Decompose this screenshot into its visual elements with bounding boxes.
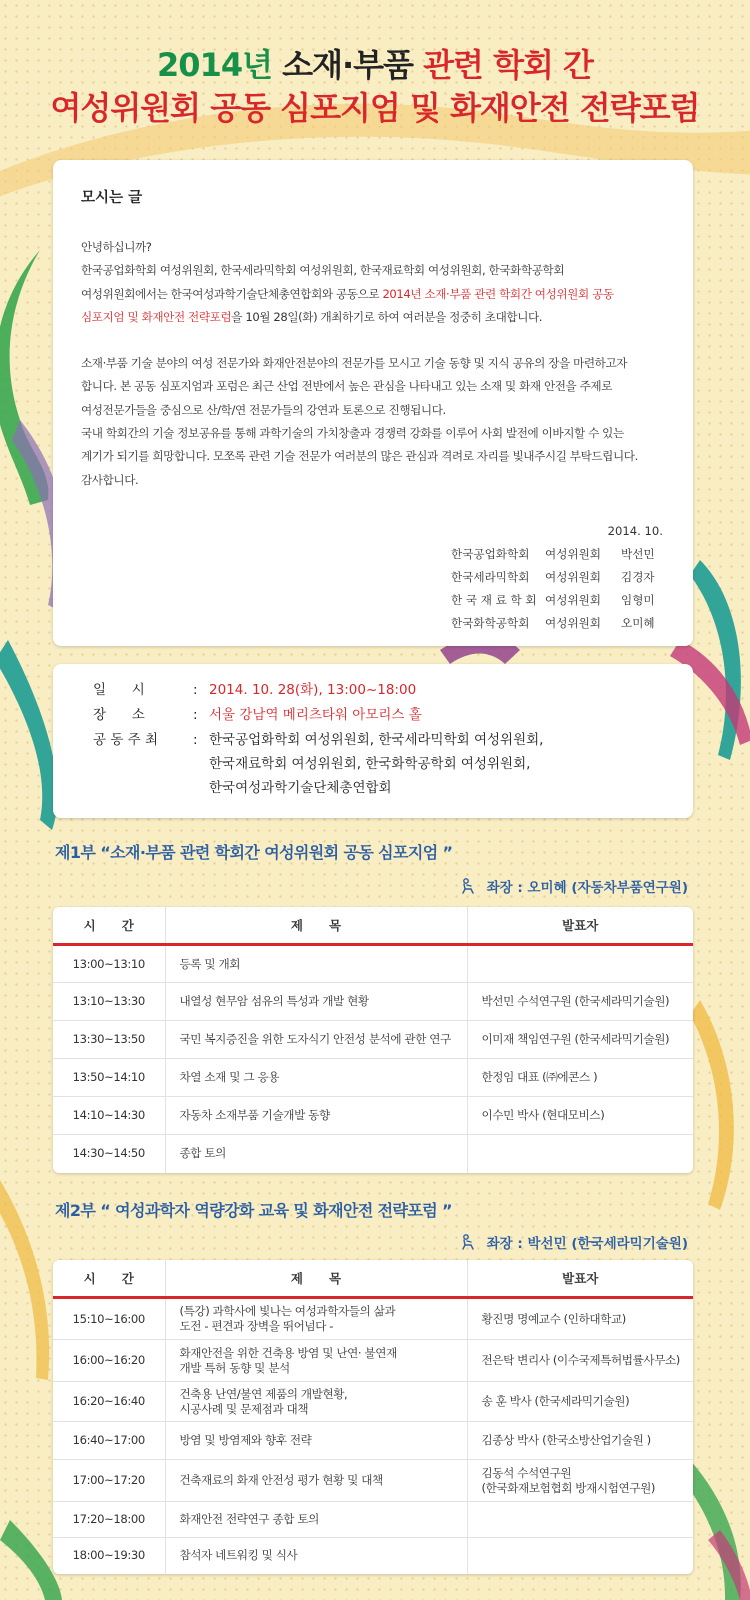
table-row <box>53 1135 693 1173</box>
cell-speaker-line: 송 훈 박사 (한국세라믹기술원) <box>481 1394 630 1408</box>
letter-line: 감사합니다. <box>81 472 139 487</box>
col-header-title: 제 목 <box>165 907 467 945</box>
cell-title-line: 건축재료의 화재 안전성 평가 현황 및 대책 <box>179 1473 383 1487</box>
letter-line: 합니다. 본 공동 심포지엄과 포럼은 최근 산업 전반에서 높은 관심을 나타내고 있는 소재 및 화재 안전을 주제로 <box>81 379 613 394</box>
info-label: 일 시 <box>93 682 145 698</box>
cell-title <box>165 1502 467 1538</box>
signatory-name: 오미혜 <box>621 616 655 630</box>
cell-speaker-line: 김종상 박사 (한국소방산업기술원 ) <box>481 1433 651 1447</box>
cell-speaker <box>467 1460 693 1502</box>
table-row <box>53 1382 693 1422</box>
session2-table <box>53 1260 693 1574</box>
session1-table <box>53 907 693 1173</box>
cell-speaker <box>467 1059 693 1097</box>
signatory-name: 박선민 <box>621 547 655 561</box>
table-row <box>53 1298 693 1340</box>
table-row <box>53 1340 693 1382</box>
cell-title-line: (특강) 과학사에 빛나는 여성과학자들의 삶과 <box>179 1304 396 1318</box>
cell-title-line: 도전 - 편견과 장벽을 뛰어넘다 - <box>179 1319 334 1333</box>
session1-heading: 제1부 “소재·부품 관련 학회간 여성위원회 공동 심포지엄 ” <box>55 843 453 862</box>
host-line: 한국재료학회 여성위원회, 한국화학공학회 여성위원회, <box>209 756 531 772</box>
letter-signatures <box>451 520 663 635</box>
cell-title <box>165 1340 467 1382</box>
signatory-committee: 여성위원회 <box>545 570 601 584</box>
session2-heading: 제2부 “ 여성과학자 역량강화 교육 및 화재안전 전략포럼 ” <box>55 1201 452 1220</box>
cell-speaker <box>467 1502 693 1538</box>
letter-line: 한국공업화학회 여성위원회, 한국세라믹학회 여성위원회, 한국재료학회 여성위원회, 한국화학공학회 <box>81 263 565 278</box>
cell-time: 13:50~14:10 <box>53 1059 165 1097</box>
col-header-time: 시 간 <box>53 1260 165 1298</box>
cell-speaker-line: (한국화재보험협회 방재시험연구원) <box>481 1480 656 1495</box>
person-seated-icon <box>461 1234 479 1250</box>
table-header-row <box>53 907 693 945</box>
event-info <box>53 664 693 818</box>
signatory <box>451 612 663 635</box>
cell-time: 14:10~14:30 <box>53 1097 165 1135</box>
cell-speaker-line: 전은탁 변리사 (이수국제특허법률사무소) <box>481 1353 680 1367</box>
cell-time: 16:00~16:20 <box>53 1340 165 1382</box>
cell-title <box>165 1538 467 1574</box>
host-line: 한국여성과학기술단체총연합회 <box>209 780 392 796</box>
letter-highlight: 심포지엄 및 화재안전 전략포럼 <box>81 309 232 324</box>
letter-line: 소재·부품 기술 분야의 여성 전문가와 화재안전분야의 전문가를 모시고 기술 동향 및 지식 공유의 장을 마련하고자 <box>81 356 628 371</box>
table-row <box>53 1422 693 1460</box>
letter-text: 을 10월 28일(화) 개최하기로 하여 여러분을 정중히 초대합니다. <box>231 309 543 324</box>
cell-speaker <box>467 1538 693 1574</box>
letter-text: 여성위원회에서는 한국여성과학기술단체총연합회와 공동으로 <box>81 286 383 301</box>
cell-speaker <box>467 1021 693 1059</box>
table-row <box>53 1097 693 1135</box>
cell-title <box>165 945 467 983</box>
cell-title <box>165 1059 467 1097</box>
cell-title <box>165 1460 467 1502</box>
cell-time: 13:30~13:50 <box>53 1021 165 1059</box>
info-place <box>93 703 669 727</box>
col-header-title: 제 목 <box>165 1260 467 1298</box>
title-part2: 관련 학회 간 <box>423 46 593 84</box>
signatory-name: 김경자 <box>621 570 655 584</box>
page-title <box>0 44 750 130</box>
col-header-speaker: 발표자 <box>467 1260 693 1298</box>
cell-speaker-line: 황진명 명예교수 (인하대학교) <box>481 1311 626 1326</box>
cell-title-line: 참석자 네트워킹 및 식사 <box>179 1548 298 1563</box>
signatory <box>451 589 663 612</box>
letter-heading: 모시는 글 <box>81 190 143 206</box>
cell-title <box>165 1382 467 1422</box>
table-row <box>53 1021 693 1059</box>
signatory-name: 임형미 <box>621 593 655 607</box>
info-label: 장 소 <box>93 707 145 723</box>
invitation-letter <box>53 160 693 646</box>
cell-speaker-line: 박선민 수석연구원 (한국세라믹기술원) <box>481 994 670 1008</box>
info-sep: : <box>193 732 198 748</box>
title-line2: 여성위원회 공동 심포지엄 및 화재안전 전략포럼 <box>50 89 700 127</box>
cell-title-line: 건축용 난연/불연 제품의 개발현황, <box>179 1386 348 1401</box>
letter-line: 국내 학회간의 기술 정보공유를 통해 과학기술의 가치창출과 경쟁력 강화를 이루어 사회 발전에 이바지할 수 있는 <box>81 426 624 441</box>
cell-title-line: 내열성 현무암 섬유의 특성과 개발 현황 <box>179 994 369 1008</box>
cell-time: 16:40~17:00 <box>53 1422 165 1460</box>
letter-line: 여성전문가들을 중심으로 산/학/연 전문가들의 강연과 토론으로 진행됩니다. <box>81 402 446 417</box>
cell-speaker <box>467 1135 693 1173</box>
cell-time: 15:10~16:00 <box>72 1311 145 1326</box>
title-year: 2014년 <box>157 46 273 84</box>
table-row <box>53 1502 693 1538</box>
cell-speaker <box>467 1340 693 1382</box>
cell-title-line: 종합 토의 <box>179 1146 226 1161</box>
cell-time: 13:10~13:30 <box>53 983 165 1021</box>
cell-title <box>165 1135 467 1173</box>
letter-date: 2014. 10. <box>607 524 663 538</box>
info-date-value: 2014. 10. 28(화), 13:00~18:00 <box>209 682 417 698</box>
cell-title-line: 개발 특허 동향 및 분석 <box>179 1360 290 1375</box>
letter-line <box>81 306 673 329</box>
signatory-committee: 여성위원회 <box>545 593 601 607</box>
cell-title-line: 등록 및 개회 <box>179 956 241 971</box>
info-host <box>93 728 669 800</box>
letter-line <box>81 283 673 306</box>
cell-title-line: 시공사례 및 문제점과 대책 <box>179 1401 309 1416</box>
chair-text: 좌장 : 박선민 (한국세라믹기술원) <box>486 1236 688 1252</box>
cell-title-line: 화재안전을 위한 건축용 방염 및 난연· 불연재 <box>179 1345 397 1360</box>
session1-chair <box>461 876 688 896</box>
info-host-value <box>209 728 669 800</box>
cell-speaker-line: 한정임 대표 (㈜에콘스 ) <box>481 1070 598 1084</box>
cell-title <box>165 1422 467 1460</box>
person-seated-icon <box>461 878 479 894</box>
cell-speaker <box>467 1298 693 1340</box>
table-row <box>53 945 693 983</box>
cell-time: 17:00~17:20 <box>53 1460 165 1502</box>
cell-title <box>165 983 467 1021</box>
table-header-row <box>53 1260 693 1298</box>
table-row <box>53 1059 693 1097</box>
table-row <box>53 1460 693 1502</box>
host-line: 한국공업화학회 여성위원회, 한국세라믹학회 여성위원회, <box>209 732 544 748</box>
signatory-org: 한국세라믹학회 <box>451 570 530 584</box>
col-header-time: 시 간 <box>53 907 165 945</box>
cell-title-line: 자동차 소재부품 기술개발 동향 <box>179 1108 330 1122</box>
info-sep: : <box>193 707 198 723</box>
cell-title-line: 국민 복지증진을 위한 도자식기 안전성 분석에 관한 연구 <box>179 1032 451 1046</box>
info-label: 공 동 주 최 <box>93 732 159 748</box>
cell-time: 18:00~19:30 <box>53 1538 165 1574</box>
letter-greeting: 안녕하십니까? <box>81 240 152 254</box>
cell-speaker-line: 김동석 수석연구원 <box>481 1465 572 1480</box>
cell-speaker-line: 이미재 책임연구원 (한국세라믹기술원) <box>481 1032 670 1046</box>
letter-highlight: 2014년 소재·부품 관련 학회간 여성위원회 공동 <box>382 286 614 301</box>
cell-speaker <box>467 1097 693 1135</box>
cell-speaker-line: 이수민 박사 (현대모비스) <box>481 1108 605 1122</box>
table-row <box>53 1538 693 1574</box>
signatory-committee: 여성위원회 <box>545 547 601 561</box>
cell-speaker <box>467 983 693 1021</box>
cell-title <box>165 1298 467 1340</box>
letter-line: 계기가 되기를 희망합니다. 모쪼록 관련 기술 전문가 여러분의 많은 관심과 격려로 자리를 빛내주시길 부탁드립니다. <box>81 449 638 464</box>
cell-speaker <box>467 1382 693 1422</box>
session2-chair <box>461 1232 688 1252</box>
signatory-committee: 여성위원회 <box>545 616 601 630</box>
cell-time: 13:00~13:10 <box>72 956 145 971</box>
signatory-org: 한 국 재 료 학 회 <box>451 593 537 607</box>
cell-title <box>165 1021 467 1059</box>
cell-time: 17:20~18:00 <box>53 1502 165 1538</box>
title-part1: 소재·부품 <box>282 46 413 84</box>
cell-speaker <box>467 945 693 983</box>
signatory-org: 한국공업화학회 <box>451 547 530 561</box>
cell-title <box>165 1097 467 1135</box>
info-date <box>93 678 669 702</box>
cell-time: 16:20~16:40 <box>53 1382 165 1422</box>
info-sep: : <box>193 682 198 698</box>
table-row <box>53 983 693 1021</box>
col-header-speaker: 발표자 <box>467 907 693 945</box>
signatory <box>451 543 663 566</box>
cell-speaker <box>467 1422 693 1460</box>
signatory <box>451 566 663 589</box>
chair-text: 좌장 : 오미혜 (자동차부품연구원) <box>486 880 688 896</box>
letter-body <box>81 236 673 492</box>
info-place-value: 서울 강남역 메리츠타워 아모리스 홀 <box>209 707 422 723</box>
cell-time: 14:30~14:50 <box>53 1135 165 1173</box>
cell-title-line: 방염 및 방염제와 향후 전략 <box>179 1433 312 1447</box>
cell-title-line: 화재안전 전략연구 종합 토의 <box>179 1512 319 1526</box>
cell-title-line: 차열 소재 및 그 응용 <box>179 1070 280 1084</box>
signatory-org: 한국화학공학회 <box>451 616 530 630</box>
